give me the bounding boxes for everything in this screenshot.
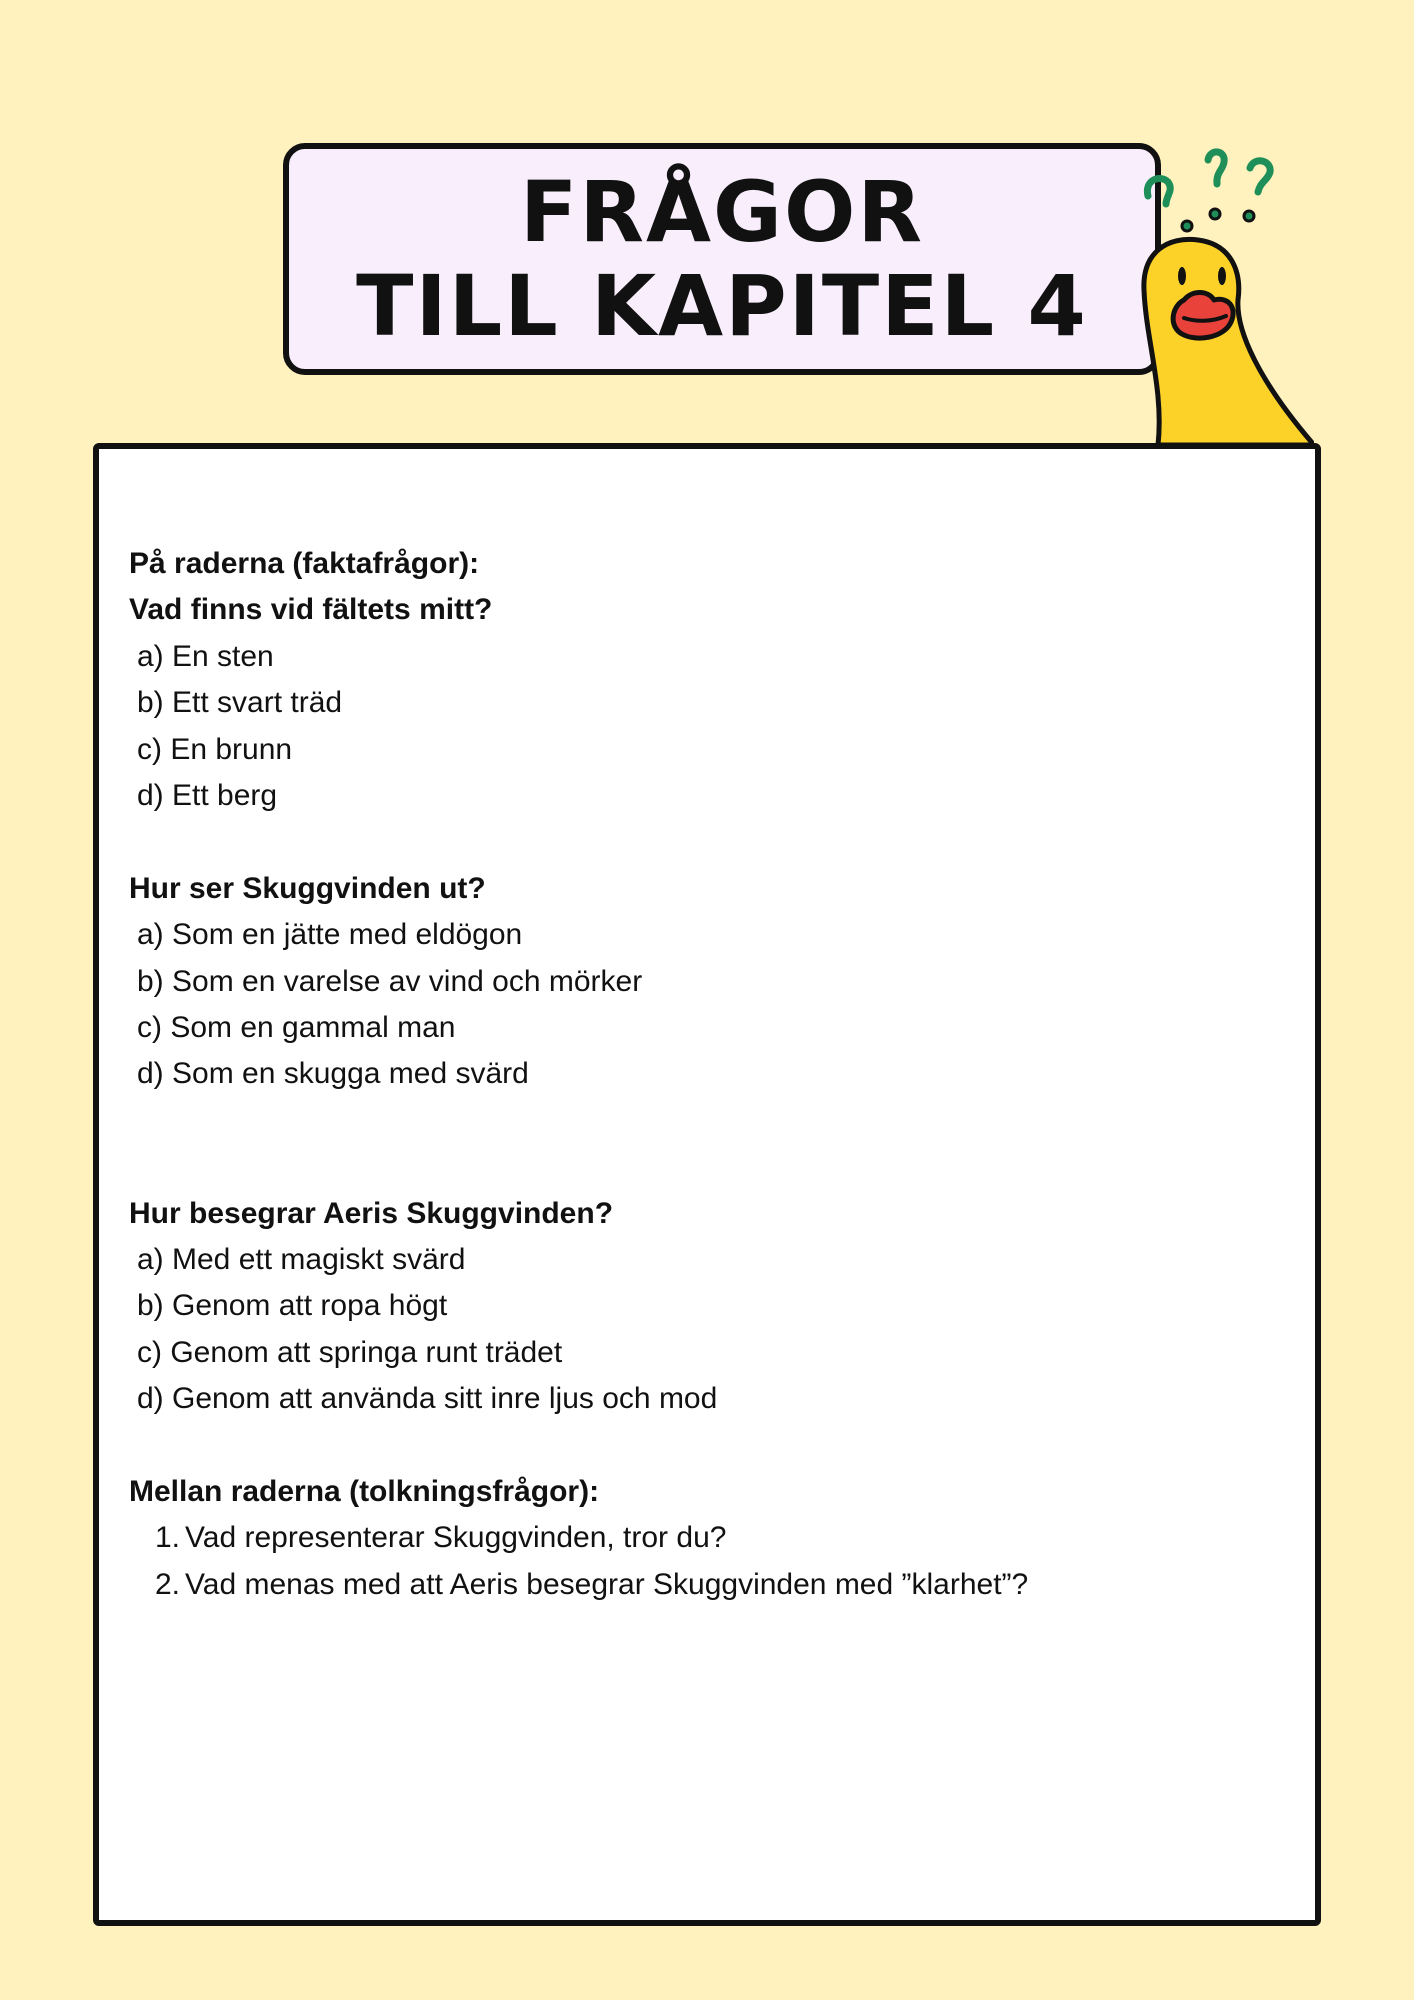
title-box — [283, 143, 1161, 375]
question-2-option-d: d) Som en skugga med svärd — [137, 1057, 529, 1091]
list-item-number: 1. — [155, 1521, 181, 1555]
question-2-option-a: a) Som en jätte med eldögon — [137, 918, 523, 952]
title-line-1: FRÅGOR — [519, 163, 925, 261]
spacer — [129, 1098, 1279, 1191]
question-1: Vad finns vid fältets mitt? — [129, 593, 493, 627]
list-item-text: Vad menas med att Aeris besegrar Skuggvinden med ”klarhet”? — [185, 1567, 1029, 1601]
question-3-option-c: c) Genom att springa runt trädet — [137, 1335, 563, 1369]
questions-content — [129, 541, 1279, 1608]
questions-card — [93, 443, 1321, 1926]
list-item-number: 2. — [155, 1567, 181, 1601]
question-marks-icon — [1147, 152, 1270, 231]
question-2-option-b: b) Som en varelse av vind och mörker — [137, 964, 643, 998]
question-1-option-c: c) En brunn — [137, 732, 293, 766]
title-line-2: TILL KAPITEL 4 — [356, 257, 1088, 355]
duck-body — [1144, 239, 1314, 445]
spacer — [129, 1423, 1279, 1469]
duck-icon — [1138, 140, 1314, 450]
question-1-option-a: a) En sten — [137, 639, 274, 673]
list-item-text: Vad representerar Skuggvinden, tror du? — [185, 1521, 727, 1555]
question-3: Hur besegrar Aeris Skuggvinden? — [129, 1196, 614, 1230]
question-3-option-d: d) Genom att använda sitt inre ljus och mod — [137, 1382, 718, 1416]
question-2-option-c: c) Som en gammal man — [137, 1011, 456, 1045]
question-3-option-a: a) Med ett magiskt svärd — [137, 1243, 466, 1277]
list-item — [129, 1515, 1279, 1561]
spacer — [129, 819, 1279, 865]
question-3-option-b: b) Genom att ropa högt — [137, 1289, 448, 1323]
question-1-option-d: d) Ett berg — [137, 779, 278, 813]
question-1-option-b: b) Ett svart träd — [137, 686, 343, 720]
question-2: Hur ser Skuggvinden ut? — [129, 871, 486, 905]
section-heading-facts: På raderna (faktafrågor): — [129, 547, 480, 580]
section-heading-interpretation: Mellan raderna (tolkningsfrågor): — [129, 1475, 600, 1509]
list-item — [129, 1562, 1279, 1608]
